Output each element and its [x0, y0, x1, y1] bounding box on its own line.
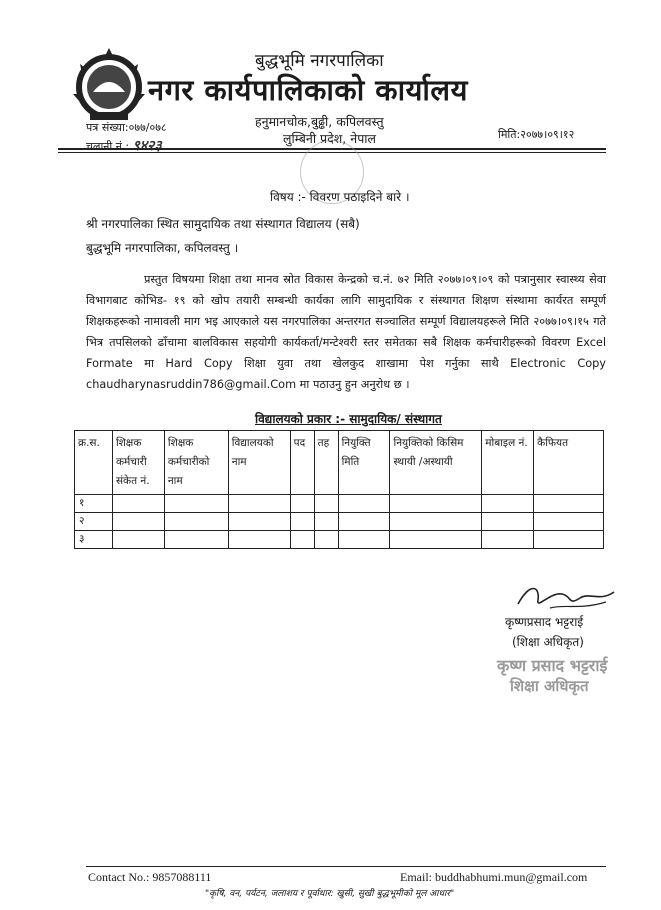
address-line-2: लुम्बिनी प्रदेश, नेपाल — [283, 131, 377, 146]
ref-label: पत्र संख्या: — [86, 121, 129, 134]
header-remarks: कैफियत — [534, 431, 604, 495]
header-appointment-date: नियुक्ति मिति — [338, 431, 390, 495]
signature-stamp-post: शिक्षा अधिकृत — [510, 677, 589, 695]
table-row — [75, 513, 604, 531]
address-line-1: हनुमानचोक,बुढ्ढी, कपिलवस्तु — [255, 114, 384, 129]
header-level: तह — [314, 431, 338, 495]
municipality-emblem — [68, 44, 150, 126]
footer-motto: "कृषि, वन, पर्यटन, जलाशय र पूर्वाधार: खुसी, सुखी बुद्धभूमीको मूल आधार" — [205, 889, 455, 899]
staff-details-table — [74, 430, 604, 549]
header-post: पद — [290, 431, 314, 495]
footer-contact: Contact No.: 9857088111 — [88, 870, 212, 884]
date-label: मिति: — [498, 128, 521, 141]
row-serial: २ — [75, 513, 113, 531]
recipient-line-1: श्री नगरपालिका स्थित सामुदायिक तथा संस्थागत विद्यालय (सबै) — [86, 217, 360, 231]
header-staff-code: शिक्षक कर्मचारी संकेत नं. — [112, 431, 164, 495]
signature-stamp-name: कृष्ण प्रसाद भट्टराई — [497, 656, 608, 675]
ref-value: ०७७/०७८ — [128, 121, 167, 134]
table-row — [75, 495, 604, 513]
row-serial: १ — [75, 495, 113, 513]
row-serial: ३ — [75, 531, 113, 549]
handwritten-signature — [510, 574, 620, 618]
header-serial: क्र.स. — [75, 431, 113, 495]
reference-number — [86, 120, 167, 135]
subject-line: विषय :- विवरण पठाइदिने बारे । — [270, 190, 410, 204]
table-row — [75, 531, 604, 549]
date-value: २०७७।०९।१२ — [520, 128, 575, 141]
recipient-line-2: बुद्धभूमि नगरपालिका, कपिलवस्तु । — [86, 241, 239, 255]
header-school-name: विद्यालयको नाम — [228, 431, 290, 495]
dispatch-value: ९४२३ — [132, 138, 162, 154]
municipality-name: बुद्धभूमि नगरपालिका — [255, 51, 384, 71]
office-title: नगर कार्यपालिकाको कार्यालय — [148, 73, 468, 107]
header-staff-name: शिक्षक कर्मचारीको नाम — [164, 431, 228, 495]
dispatch-label: चलानी नं.: — [86, 140, 130, 153]
signatory-post: (शिक्षा अधिकृत) — [512, 635, 584, 649]
signatory-name: कृष्णप्रसाद भट्टराई — [505, 615, 584, 629]
footer-email: Email: buddhabhumi.mun@gmail.com — [400, 870, 588, 884]
header-mobile: मोबाइल नं. — [482, 431, 534, 495]
footer-divider — [86, 866, 606, 867]
body-paragraph: प्रस्तुत विषयमा शिक्षा तथा मानव स्रोत विकास केन्द्रको च.नं. ७२ मिति २०७७।०९।०९ को पत्रानुसार स्वास्थ्य सेवा विभागबाट कोभिड- १९ को खोप तयारी सम्बन्धी कार्यका लागि सामुदायिक र संस्थागत शिक्षण संस्थामा कार्यरत सम्पूर्ण शिक्षकहरूको नामावली माग भइ आएकाले यस नगरपालिका अन्तरगत सञ्चालित सम्पूर्ण विद्यालयहरूले मिति २०७७।०९।१५ गते भित्र तपसिलको ढाँचामा बालविकास सहयोगी कार्यकर्ता/मन्टेश्वरी स्तर समेतका सबै शिक्षक कर्मचारीहरूको विवरण Excel Formate मा Hard Copy शिक्षा युवा तथा खेलकुद शाखामा पेश गर्नुका साथै Electronic Copy chaudharynasruddin786@gmail.Com मा पठाउनु हुन अनुरोध छ । — [86, 273, 606, 391]
table-header-row — [75, 431, 604, 495]
table-title: विद्यालयको प्रकार :- सामुदायिक/ संस्थागत — [255, 412, 442, 426]
header-appointment-type: नियुक्तिको किसिम स्थायी /अस्थायी — [390, 431, 482, 495]
letter-date — [498, 127, 574, 142]
